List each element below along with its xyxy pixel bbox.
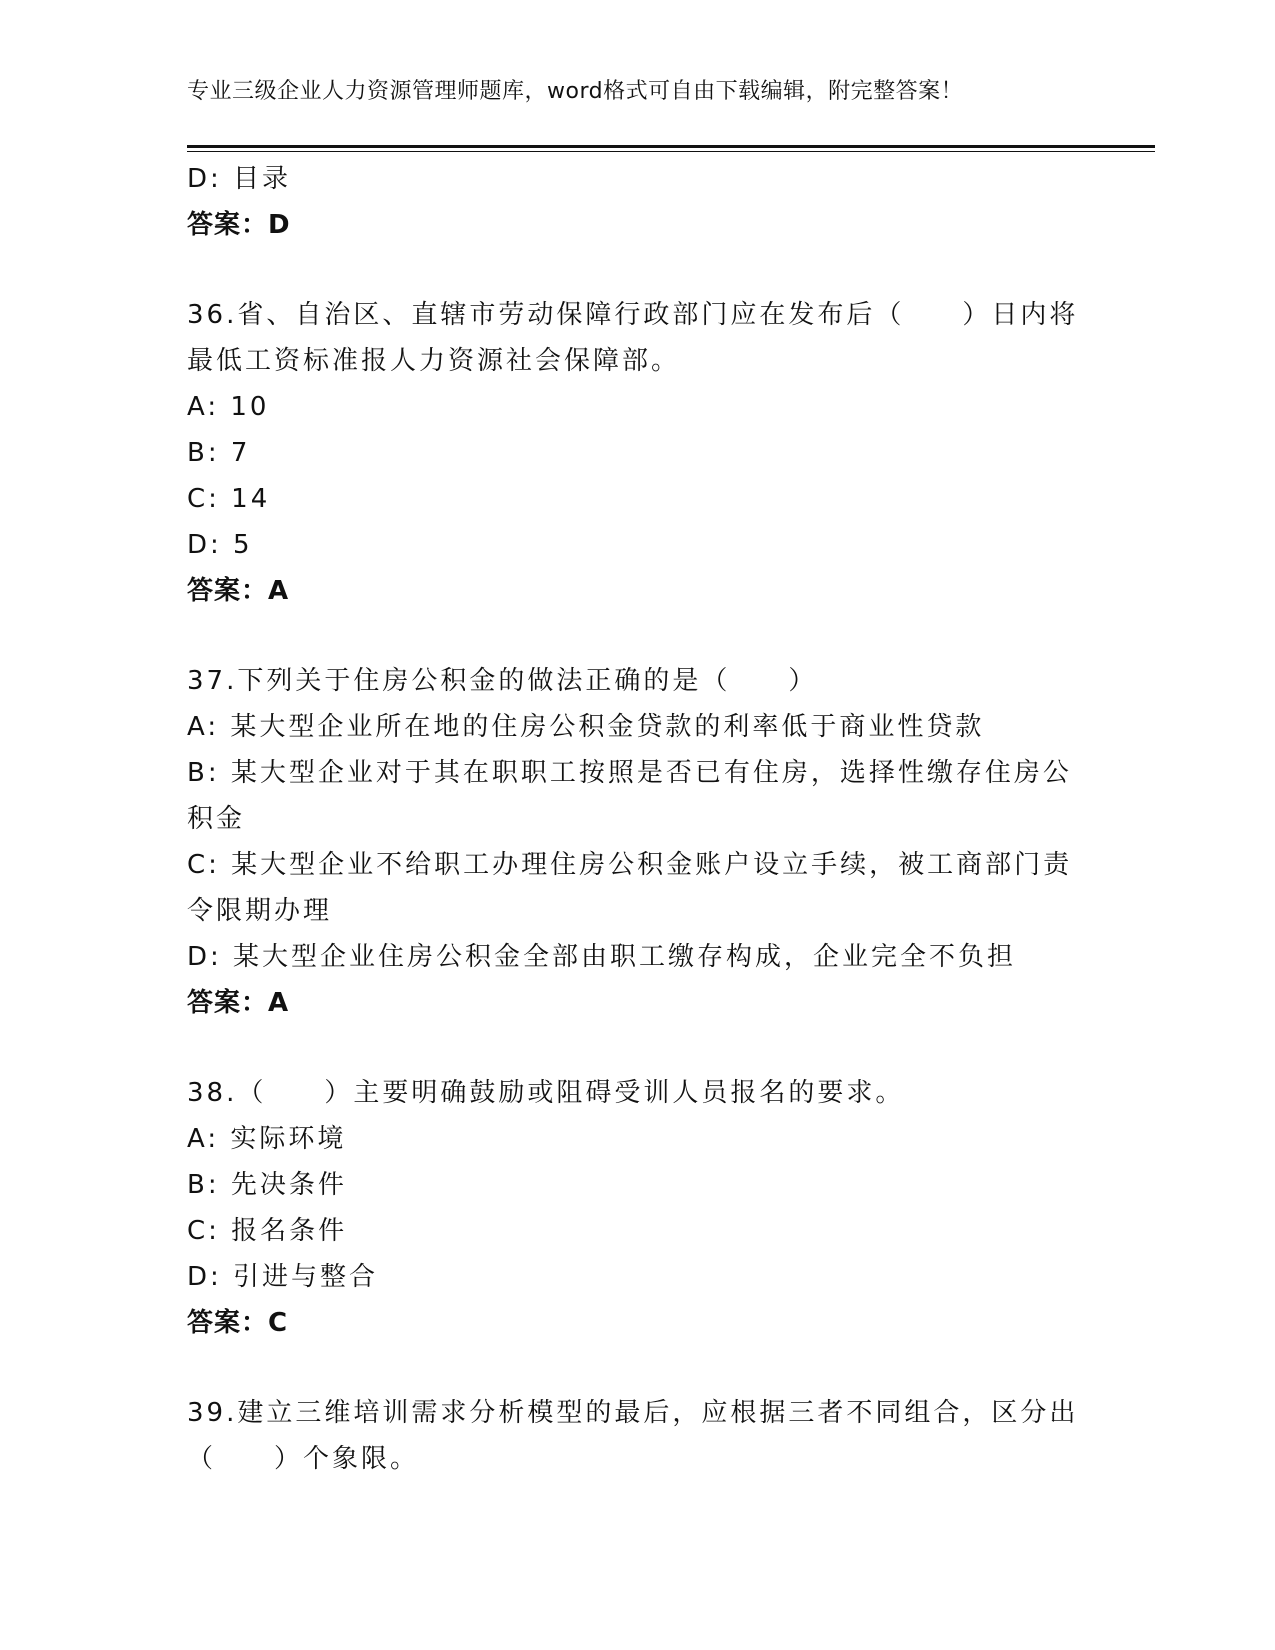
question-content (187, 156, 1087, 1482)
text-line: B: 某大型企业对于其在职职工按照是否已有住房，选择性缴存住房公 (187, 758, 1072, 788)
text-line: C: 某大型企业不给职工办理住房公积金账户设立手续，被工商部门责 (187, 850, 1073, 880)
header-rule-thin (187, 151, 1155, 152)
text-line: D: 5 (187, 530, 253, 560)
text-line: A: 某大型企业所在地的住房公积金贷款的利率低于商业性贷款 (187, 712, 985, 742)
text-line: 积金 (187, 804, 246, 834)
text-line: C: 14 (187, 484, 271, 514)
text-line: C: 报名条件 (187, 1216, 348, 1246)
text-line: B: 7 (187, 438, 251, 468)
question-spacer (187, 1346, 1087, 1390)
text-line: D: 目录 (187, 164, 292, 194)
text-line: B: 先决条件 (187, 1170, 347, 1200)
question-spacer (187, 1026, 1087, 1070)
header-rule-thick (187, 145, 1155, 148)
answer-line: 答案：A (187, 988, 290, 1018)
answer-line: 答案：C (187, 1308, 289, 1338)
text-line: A: 10 (187, 392, 270, 422)
text-line: 最低工资标准报人力资源社会保障部。 (187, 346, 681, 376)
text-line: 39.建立三维培训需求分析模型的最后，应根据三者不同组合，区分出 (187, 1398, 1079, 1428)
text-line: D: 某大型企业住房公积金全部由职工缴存构成，企业完全不负担 (187, 942, 1017, 972)
text-line: 36.省、自治区、直辖市劳动保障行政部门应在发布后（ ）日内将 (187, 300, 1079, 330)
answer-line: 答案：D (187, 210, 291, 240)
question-spacer (187, 248, 1087, 292)
text-line: D: 引进与整合 (187, 1262, 379, 1292)
text-line: A: 实际环境 (187, 1124, 347, 1154)
text-line: 令限期办理 (187, 896, 333, 926)
text-line: 38.（ ）主要明确鼓励或阻碍受训人员报名的要求。 (187, 1078, 905, 1108)
answer-line: 答案：A (187, 576, 290, 606)
text-line: （ ）个象限。 (187, 1444, 420, 1474)
page-header: 专业三级企业人力资源管理师题库，word格式可自由下载编辑，附完整答案！ (187, 79, 964, 104)
text-line: 37.下列关于住房公积金的做法正确的是（ ） (187, 666, 818, 696)
question-spacer (187, 614, 1087, 658)
